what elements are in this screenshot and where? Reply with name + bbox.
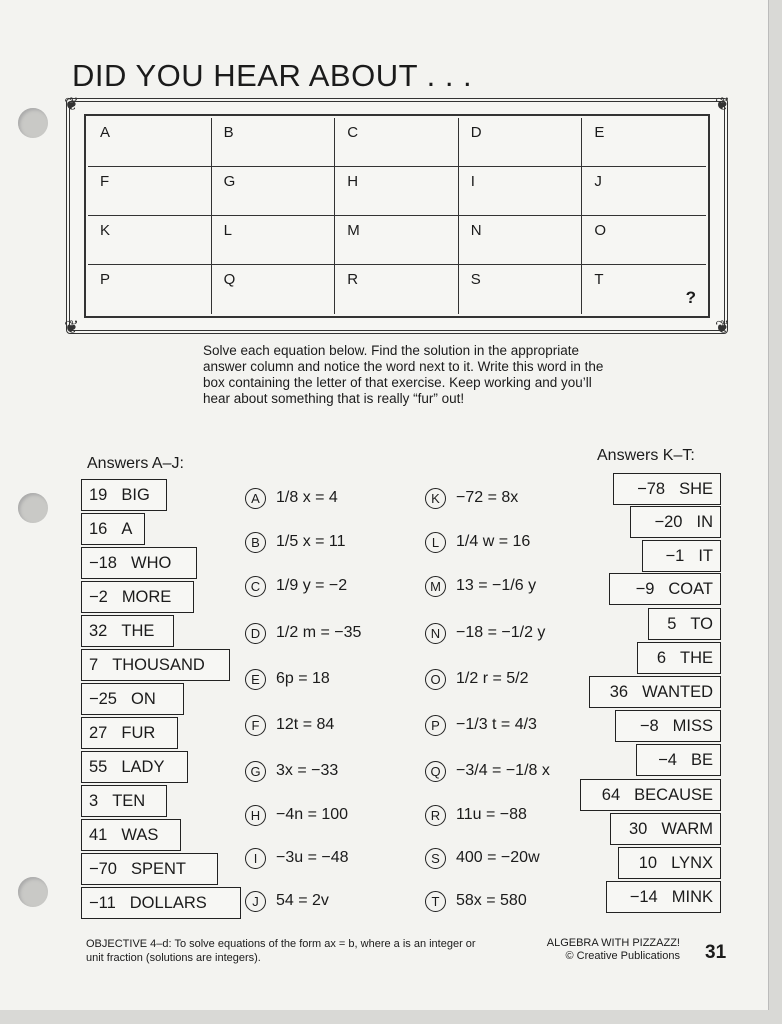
exercise-letter-badge: K — [425, 488, 446, 509]
exercise-letter-badge: M — [425, 576, 446, 597]
equation-text: 1/5 x = 11 — [276, 533, 346, 550]
answer-box — [642, 540, 721, 572]
objective-footer: OBJECTIVE 4–d: To solve equations of the form ax = b, where a is an integer or unit fraction (solutions are integers). — [86, 938, 476, 964]
answer-word: COAT — [668, 579, 713, 598]
answer-box — [610, 813, 721, 845]
equation-text: −3/4 = −1/8 x — [456, 762, 550, 779]
equation-l — [425, 527, 530, 557]
grid-cell-letter: F — [100, 173, 110, 190]
grid-cell-letter: C — [347, 124, 359, 141]
equation-g — [245, 756, 338, 786]
answer-box — [615, 710, 721, 742]
exercise-letter-badge: J — [245, 891, 266, 912]
equation-c — [245, 571, 347, 601]
equation-text: 6p = 18 — [276, 670, 330, 687]
equation-m — [425, 571, 536, 601]
exercise-letter-badge: A — [245, 488, 266, 509]
grid-cell-s[interactable] — [459, 265, 583, 314]
grid-cell-letter: T — [594, 271, 604, 288]
grid-cell-o[interactable] — [582, 216, 706, 265]
answer-box — [636, 744, 721, 776]
equation-text: 3x = −33 — [276, 762, 339, 779]
grid-question-mark: ? — [685, 288, 696, 307]
equation-text: 13 = −1/6 y — [456, 577, 537, 594]
grid-cell-k[interactable] — [88, 216, 212, 265]
answer-number: 6 — [656, 648, 666, 667]
answer-word: LADY — [121, 757, 165, 776]
grid-cell-r[interactable] — [335, 265, 459, 314]
grid-cell-p[interactable] — [88, 265, 212, 314]
equation-text: −3u = −48 — [276, 849, 349, 866]
letter-grid — [88, 118, 706, 314]
grid-cell-letter: R — [347, 271, 359, 288]
answer-number: 16 — [89, 519, 108, 538]
binder-hole — [18, 493, 48, 523]
grid-cell-l[interactable] — [212, 216, 336, 265]
equation-text: 54 = 2v — [276, 892, 329, 909]
answer-word: ON — [131, 689, 156, 708]
exercise-letter-badge: S — [425, 848, 446, 869]
answer-box — [606, 881, 721, 913]
equation-d — [245, 618, 361, 648]
answer-number: −9 — [635, 579, 655, 598]
answer-word: BE — [690, 750, 713, 769]
answer-word: THE — [121, 621, 155, 640]
exercise-letter-badge: E — [245, 669, 266, 690]
ornament-icon: ❦ — [714, 317, 730, 337]
grid-cell-a[interactable] — [88, 118, 212, 167]
answer-number: −18 — [89, 553, 117, 572]
ornament-icon: ❦ — [64, 94, 80, 114]
equation-text: 12t = 84 — [276, 716, 335, 733]
answer-grid-frame — [64, 94, 730, 337]
ornament-icon: ❦ — [64, 317, 80, 337]
answer-word: BECAUSE — [634, 785, 713, 804]
book-title: ALGEBRA WITH PIZZAZZ! — [546, 937, 680, 949]
answer-word: A — [121, 519, 133, 538]
grid-cell-h[interactable] — [335, 167, 459, 216]
answers-left-header: Answers A–J: — [87, 455, 184, 472]
grid-cell-letter: P — [100, 271, 111, 288]
answer-word: BIG — [121, 485, 150, 504]
answer-box — [630, 506, 721, 538]
equation-r — [425, 800, 527, 830]
equation-text: 1/2 m = −35 — [276, 624, 362, 641]
exercise-letter-badge: L — [425, 532, 446, 553]
exercise-letter-badge: N — [425, 623, 446, 644]
grid-cell-letter: D — [470, 124, 482, 141]
answer-word: THE — [680, 648, 713, 667]
equation-o — [425, 664, 529, 694]
grid-cell-d[interactable] — [459, 118, 583, 167]
answer-number: −4 — [658, 750, 677, 769]
grid-cell-g[interactable] — [212, 167, 336, 216]
answer-word: TEN — [112, 791, 146, 810]
answer-box — [81, 887, 241, 919]
grid-cell-m[interactable] — [335, 216, 459, 265]
grid-cell-letter: G — [223, 173, 236, 190]
answer-word: DOLLARS — [129, 893, 207, 912]
exercise-letter-badge: Q — [425, 761, 446, 782]
answer-number: −8 — [639, 716, 659, 735]
answer-number: −11 — [89, 893, 116, 912]
grid-cell-letter: K — [100, 222, 111, 239]
equation-e — [245, 664, 330, 694]
equation-n — [425, 618, 545, 648]
exercise-letter-badge: H — [245, 805, 266, 826]
grid-cell-letter: J — [594, 173, 602, 190]
answer-number: 32 — [89, 621, 108, 640]
answer-number: −70 — [89, 859, 117, 878]
binder-hole — [18, 108, 48, 138]
page-title: DID YOU HEAR ABOUT . . . — [72, 58, 473, 93]
equation-k — [425, 483, 518, 513]
grid-cell-f[interactable] — [88, 167, 212, 216]
equation-text: 1/2 r = 5/2 — [456, 670, 529, 687]
equation-text: 58x = 580 — [456, 892, 527, 909]
answer-box — [81, 751, 188, 783]
answer-box — [589, 676, 721, 708]
grid-cell-letter: A — [100, 124, 111, 141]
answer-box — [81, 615, 174, 647]
answer-box — [618, 847, 721, 879]
ornament-icon: ❦ — [714, 94, 730, 114]
answer-box — [81, 785, 167, 817]
grid-cell-letter: H — [347, 173, 359, 190]
answer-word: IN — [696, 512, 713, 531]
grid-cell-letter: I — [470, 173, 475, 190]
answer-number: 36 — [609, 682, 629, 701]
grid-cell-letter: E — [594, 124, 605, 141]
equation-b — [245, 527, 346, 557]
answer-word: MISS — [672, 716, 713, 735]
exercise-letter-badge: R — [425, 805, 446, 826]
page-number: 31 — [705, 942, 727, 963]
instructions: Solve each equation below. Find the solution in the appropriate answer column and notice the word next to it. Write this word in the box containing the letter of that exercise. Keep working and you’ll hear about something that is really “fur” out! — [203, 343, 604, 406]
answer-word: SPENT — [131, 859, 187, 878]
equation-t — [425, 886, 527, 916]
grid-cell-q[interactable] — [212, 265, 336, 314]
exercise-letter-badge: O — [425, 669, 446, 690]
answer-word: WANTED — [642, 682, 713, 701]
grid-cell-letter: M — [347, 222, 360, 239]
grid-cell-n[interactable] — [459, 216, 583, 265]
equation-h — [245, 800, 348, 830]
equation-s — [425, 843, 540, 873]
answer-box — [81, 479, 167, 511]
equation-f — [245, 710, 334, 740]
answer-number: 5 — [667, 614, 677, 633]
answer-word: TO — [690, 614, 713, 633]
answer-number: −1 — [665, 546, 685, 565]
answer-box — [81, 649, 230, 681]
answer-number: 3 — [89, 791, 99, 810]
answer-number: −2 — [89, 587, 108, 606]
exercise-letter-badge: C — [245, 576, 266, 597]
exercise-letter-badge: T — [425, 891, 446, 912]
exercise-letter-badge: G — [245, 761, 266, 782]
answer-number: 10 — [638, 853, 658, 872]
answer-number: 64 — [601, 785, 621, 804]
equation-text: −1/3 t = 4/3 — [456, 716, 537, 733]
equation-text: −4n = 100 — [276, 806, 349, 823]
exercise-letter-badge: I — [245, 848, 266, 869]
equation-text: 1/4 w = 16 — [456, 533, 531, 550]
answer-box — [81, 581, 194, 613]
grid-cell-c[interactable] — [335, 118, 459, 167]
answer-box — [637, 642, 721, 674]
grid-cell-letter: B — [223, 124, 234, 141]
equation-text: 11u = −88 — [456, 806, 527, 823]
answer-number: −25 — [89, 689, 117, 708]
answer-box — [609, 573, 721, 605]
answer-box — [580, 779, 721, 811]
grid-cell-e[interactable] — [582, 118, 706, 167]
answer-box — [81, 513, 145, 545]
grid-cell-b[interactable] — [212, 118, 336, 167]
answer-number: 7 — [89, 655, 99, 674]
answer-word: SHE — [679, 479, 713, 498]
equation-a — [245, 483, 338, 513]
equation-j — [245, 886, 329, 916]
equation-text: 400 = −20w — [456, 849, 540, 866]
grid-cell-letter: O — [594, 222, 607, 239]
grid-cell-j[interactable] — [582, 167, 706, 216]
answer-box — [613, 473, 721, 505]
exercise-letter-badge: P — [425, 715, 446, 736]
answer-number: 41 — [89, 825, 108, 844]
answer-box — [81, 683, 184, 715]
answer-box — [648, 608, 721, 640]
grid-cell-letter: S — [470, 271, 481, 288]
equation-text: 1/9 y = −2 — [276, 577, 348, 594]
grid-cell-letter: Q — [223, 271, 236, 288]
equation-text: −72 = 8x — [456, 489, 519, 506]
equation-text: −18 = −1/2 y — [456, 624, 546, 641]
equation-i — [245, 843, 349, 873]
equation-p — [425, 710, 537, 740]
exercise-letter-badge: F — [245, 715, 266, 736]
grid-cell-i[interactable] — [459, 167, 583, 216]
answer-number: 27 — [89, 723, 108, 742]
equation-text: 1/8 x = 4 — [276, 489, 338, 506]
publisher: © Creative Publications — [565, 950, 680, 962]
answer-number: 30 — [629, 819, 648, 838]
answer-word: THOUSAND — [112, 655, 205, 674]
answer-number: 19 — [89, 485, 108, 504]
answer-word: WHO — [131, 553, 172, 572]
binder-hole — [18, 877, 48, 907]
book-credit — [520, 937, 680, 963]
grid-cell-letter: N — [470, 222, 482, 239]
answer-number: −78 — [637, 479, 666, 498]
answer-word: LYNX — [671, 853, 713, 872]
answer-word: MINK — [671, 887, 713, 906]
answer-number: −14 — [629, 887, 658, 906]
answer-box — [81, 819, 181, 851]
answer-box — [81, 717, 178, 749]
grid-cell-letter: L — [223, 222, 232, 239]
answer-word: FUR — [121, 723, 156, 742]
answers-right-header: Answers K–T: — [597, 447, 695, 464]
equation-q — [425, 756, 550, 786]
answer-number: −20 — [654, 512, 683, 531]
answer-word: WAS — [121, 825, 159, 844]
exercise-letter-badge: B — [245, 532, 266, 553]
answer-word: MORE — [121, 587, 172, 606]
answer-box — [81, 547, 197, 579]
answer-word: IT — [698, 546, 713, 565]
answer-number: 55 — [89, 757, 108, 776]
exercise-letter-badge: D — [245, 623, 266, 644]
answer-word: WARM — [661, 819, 713, 838]
answer-box — [81, 853, 218, 885]
